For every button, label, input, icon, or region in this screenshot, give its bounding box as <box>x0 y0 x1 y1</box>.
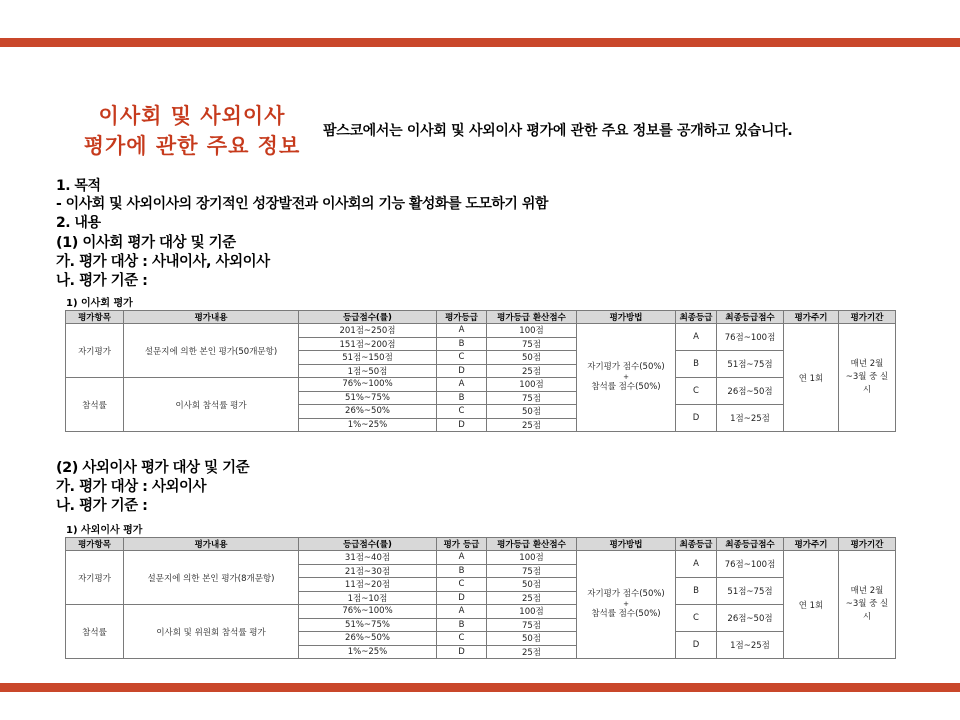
evaluation-period-cell: 매년 2월~3월 중 실시 <box>839 324 896 432</box>
final-score-cell: 26점~50점 <box>717 605 784 632</box>
final-score-cell: 1점~25점 <box>717 405 784 432</box>
grade-score-cell: 1점~50점 <box>299 364 437 378</box>
column-header: 평가항목 <box>66 538 124 551</box>
column-header: 평가방법 <box>577 311 676 324</box>
outside-table-caption: 1) 사외이사 평가 <box>66 525 143 536</box>
page-title-line2: 평가에 관한 주요 정보 <box>83 134 301 158</box>
board-evaluation-table <box>65 310 896 432</box>
grade-score-cell: 26%~50% <box>299 632 437 646</box>
page-title-line1: 이사회 및 사외이사 <box>98 104 286 128</box>
grade-score-cell: 11점~20점 <box>299 578 437 592</box>
converted-score-cell: 25점 <box>487 364 577 378</box>
converted-score-cell: 100점 <box>487 605 577 619</box>
column-header: 최종등급점수 <box>717 311 784 324</box>
column-header: 평가등급 환산점수 <box>487 311 577 324</box>
method-plus: + <box>623 600 629 608</box>
method-line2: 참석률 점수(50%) <box>591 609 661 619</box>
evaluation-item-cell: 자기평가 <box>66 324 124 378</box>
outside-criteria: 나. 평가 기준 : <box>56 498 148 514</box>
converted-score-cell: 75점 <box>487 391 577 405</box>
table-header-row <box>66 311 896 324</box>
grade-score-cell: 1%~25% <box>299 645 437 659</box>
column-header: 평가내용 <box>124 538 299 551</box>
grade-cell: C <box>437 351 487 365</box>
evaluation-content-cell: 이사회 참석률 평가 <box>124 378 299 432</box>
outside-evaluation-table <box>65 537 896 659</box>
column-header: 등급점수(률) <box>299 311 437 324</box>
grade-cell: C <box>437 578 487 592</box>
evaluation-content-cell: 설문지에 의한 본인 평가(8개문항) <box>124 551 299 605</box>
converted-score-cell: 50점 <box>487 578 577 592</box>
method-plus: + <box>623 373 629 381</box>
converted-score-cell: 100점 <box>487 324 577 338</box>
evaluation-cycle-cell: 연 1회 <box>784 551 839 659</box>
evaluation-cycle-cell: 연 1회 <box>784 324 839 432</box>
table-row <box>66 378 896 392</box>
page-title <box>62 101 322 161</box>
evaluation-item-cell: 참석률 <box>66 605 124 659</box>
final-grade-cell: D <box>676 632 717 659</box>
converted-score-cell: 75점 <box>487 618 577 632</box>
grade-cell: C <box>437 632 487 646</box>
evaluation-period-cell: 매년 2월~3월 중 실시 <box>839 551 896 659</box>
final-grade-cell: C <box>676 605 717 632</box>
grade-score-cell: 1점~10점 <box>299 591 437 605</box>
converted-score-cell: 50점 <box>487 405 577 419</box>
grade-cell: B <box>437 564 487 578</box>
column-header: 평가항목 <box>66 311 124 324</box>
purpose-text: - 이사회 및 사외이사의 장기적인 성장발전과 이사회의 기능 활성화를 도모하기 위함 <box>56 196 548 212</box>
board-target: 가. 평가 대상 : 사내이사, 사외이사 <box>56 254 270 270</box>
grade-cell: A <box>437 605 487 619</box>
evaluation-content-cell: 설문지에 의한 본인 평가(50개문항) <box>124 324 299 378</box>
grade-cell: D <box>437 418 487 432</box>
grade-score-cell: 21점~30점 <box>299 564 437 578</box>
grade-score-cell: 31점~40점 <box>299 551 437 565</box>
method-line2: 참석률 점수(50%) <box>591 382 661 392</box>
grade-cell: D <box>437 364 487 378</box>
grade-cell: A <box>437 378 487 392</box>
final-score-cell: 76점~100점 <box>717 551 784 578</box>
outside-target: 가. 평가 대상 : 사외이사 <box>56 479 207 495</box>
grade-cell: B <box>437 618 487 632</box>
column-header: 평가 등급 <box>437 538 487 551</box>
outside-section-heading: (2) 사외이사 평가 대상 및 기준 <box>56 460 250 476</box>
column-header: 평가기간 <box>839 311 896 324</box>
grade-score-cell: 76%~100% <box>299 378 437 392</box>
grade-cell: D <box>437 645 487 659</box>
converted-score-cell: 75점 <box>487 564 577 578</box>
grade-score-cell: 201점~250점 <box>299 324 437 338</box>
converted-score-cell: 75점 <box>487 337 577 351</box>
final-score-cell: 1점~25점 <box>717 632 784 659</box>
column-header: 평가방법 <box>577 538 676 551</box>
final-score-cell: 51점~75점 <box>717 351 784 378</box>
column-header: 평가등급 환산점수 <box>487 538 577 551</box>
evaluation-item-cell: 참석률 <box>66 378 124 432</box>
purpose-heading: 1. 목적 <box>56 178 101 194</box>
converted-score-cell: 25점 <box>487 591 577 605</box>
grade-score-cell: 51%~75% <box>299 391 437 405</box>
converted-score-cell: 25점 <box>487 418 577 432</box>
grade-score-cell: 51점~150점 <box>299 351 437 365</box>
grade-cell: B <box>437 391 487 405</box>
grade-score-cell: 26%~50% <box>299 405 437 419</box>
converted-score-cell: 100점 <box>487 378 577 392</box>
top-accent-bar <box>0 38 960 47</box>
grade-score-cell: 51%~75% <box>299 618 437 632</box>
table-header-row <box>66 538 896 551</box>
column-header: 평가기간 <box>839 538 896 551</box>
converted-score-cell: 50점 <box>487 632 577 646</box>
final-grade-cell: B <box>676 578 717 605</box>
converted-score-cell: 100점 <box>487 551 577 565</box>
final-score-cell: 51점~75점 <box>717 578 784 605</box>
table-row <box>66 605 896 619</box>
grade-cell: A <box>437 324 487 338</box>
table-row <box>66 551 896 565</box>
grade-score-cell: 1%~25% <box>299 418 437 432</box>
column-header: 최종등급점수 <box>717 538 784 551</box>
column-header: 등급점수(률) <box>299 538 437 551</box>
column-header: 평가주기 <box>784 538 839 551</box>
grade-score-cell: 76%~100% <box>299 605 437 619</box>
column-header: 최종등급 <box>676 538 717 551</box>
method-line1: 자기평가 점수(50%) <box>587 362 665 372</box>
column-header: 최종등급 <box>676 311 717 324</box>
intro-text: 팜스코에서는 이사회 및 사외이사 평가에 관한 주요 정보를 공개하고 있습니다. <box>323 123 793 139</box>
board-section-heading: (1) 이사회 평가 대상 및 기준 <box>56 235 236 251</box>
grade-cell: A <box>437 551 487 565</box>
final-grade-cell: A <box>676 324 717 351</box>
board-criteria: 나. 평가 기준 : <box>56 273 148 289</box>
evaluation-method-cell <box>577 551 676 659</box>
converted-score-cell: 25점 <box>487 645 577 659</box>
converted-score-cell: 50점 <box>487 351 577 365</box>
table-row <box>66 324 896 338</box>
column-header: 평가내용 <box>124 311 299 324</box>
bottom-accent-bar <box>0 683 960 692</box>
grade-cell: B <box>437 337 487 351</box>
method-line1: 자기평가 점수(50%) <box>587 589 665 599</box>
final-score-cell: 26점~50점 <box>717 378 784 405</box>
grade-cell: C <box>437 405 487 419</box>
final-grade-cell: D <box>676 405 717 432</box>
final-grade-cell: C <box>676 378 717 405</box>
evaluation-item-cell: 자기평가 <box>66 551 124 605</box>
column-header: 평가등급 <box>437 311 487 324</box>
final-grade-cell: B <box>676 351 717 378</box>
final-score-cell: 76점~100점 <box>717 324 784 351</box>
board-table-caption: 1) 이사회 평가 <box>66 298 133 309</box>
grade-cell: D <box>437 591 487 605</box>
evaluation-content-cell: 이사회 및 위원회 참석률 평가 <box>124 605 299 659</box>
content-heading: 2. 내용 <box>56 215 101 231</box>
column-header: 평가주기 <box>784 311 839 324</box>
grade-score-cell: 151점~200점 <box>299 337 437 351</box>
evaluation-method-cell <box>577 324 676 432</box>
final-grade-cell: A <box>676 551 717 578</box>
